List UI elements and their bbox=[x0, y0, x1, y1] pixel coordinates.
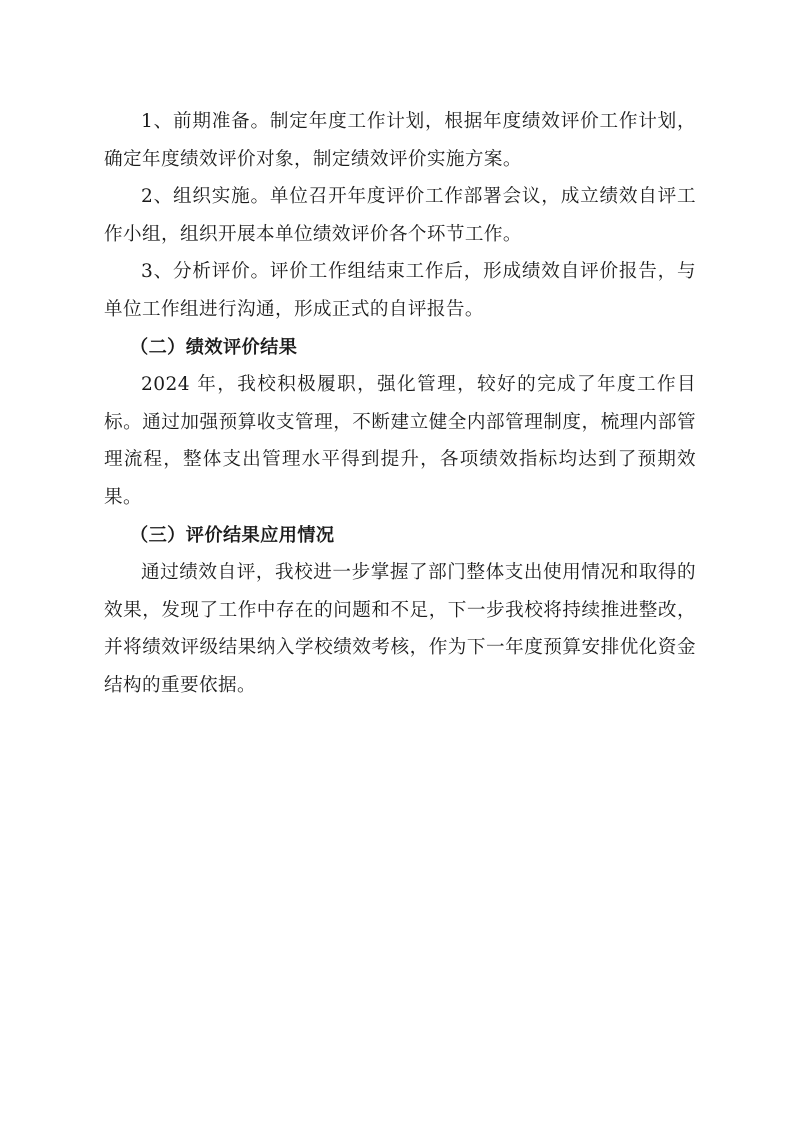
paragraph-analysis: 3、分析评价。评价工作组结束工作后，形成绩效自评价报告，与单位工作组进行沟通，形成正式的自评报告。 bbox=[104, 261, 696, 320]
document-body bbox=[104, 103, 696, 705]
paragraph-implementation: 2、组织实施。单位召开年度评价工作部署会议，成立绩效自评工作小组，组织开展本单位绩效评价各个环节工作。 bbox=[104, 186, 696, 245]
paragraph-evaluation-results: 2024 年，我校积极履职，强化管理，较好的完成了年度工作目标。通过加强预算收支管理，不断建立健全内部管理制度，梳理内部管理流程，整体支出管理水平得到提升，各项绩效指标均达到了预期效果。 bbox=[104, 374, 696, 508]
paragraph-results-application: 通过绩效自评，我校进一步掌握了部门整体支出使用情况和取得的效果，发现了工作中存在的问题和不足，下一步我校将持续推进整改，并将绩效评级结果纳入学校绩效考核，作为下一年度预算安排优化资金结构的重要依据。 bbox=[104, 562, 696, 696]
section-heading-evaluation-results: （二）绩效评价结果 bbox=[130, 336, 298, 358]
section-heading-results-application: （三）评价结果应用情况 bbox=[130, 524, 335, 546]
paragraph-preparation: 1、前期准备。制定年度工作计划，根据年度绩效评价工作计划，确定年度绩效评价对象，制定绩效评价实施方案。 bbox=[104, 111, 696, 170]
